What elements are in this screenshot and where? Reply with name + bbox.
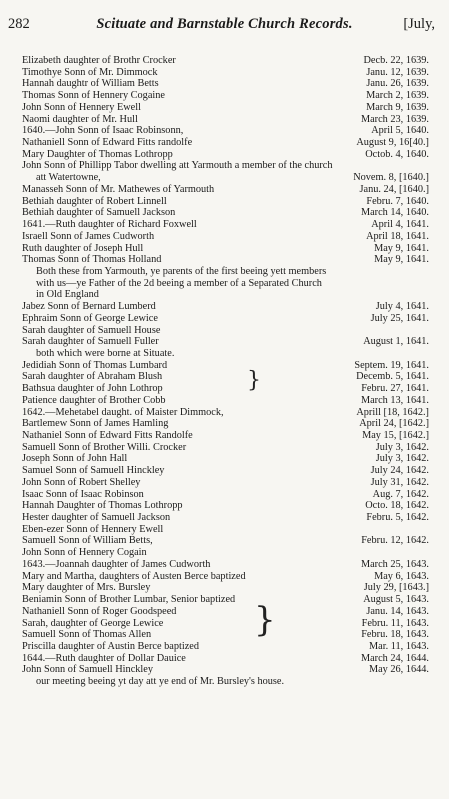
record-date: Aprill [18, 1642.] [356, 406, 429, 418]
record-date: Febru. 12, 1642. [361, 535, 429, 547]
record-name: our meeting beeing yt day att ye end of Mr. Bursley's house. [36, 676, 285, 688]
record-row [0, 266, 449, 278]
record-row [0, 301, 449, 313]
record-date: July 4, 1641. [375, 301, 429, 313]
record-name: both which were borne at Situate. [36, 347, 175, 359]
record-name: Mary and Martha, daughters of Austen Berce baptized [22, 570, 246, 582]
record-date: May 9, 1641. [374, 254, 429, 266]
record-row [0, 336, 449, 348]
record-date: Janu. 24, [1640.] [359, 183, 429, 195]
record-date: Febru. 18, 1643. [361, 629, 429, 641]
record-name: Elizabeth daughter of Brothr Crocker [22, 55, 176, 66]
record-date: April 5, 1640. [371, 125, 429, 137]
record-row [0, 325, 449, 337]
record-row [0, 371, 449, 383]
record-name: att Watertowne, [36, 172, 101, 184]
record-row [0, 313, 449, 325]
record-name: Nathaniell Sonn of Edward Fitts randolfe [22, 137, 193, 149]
record-name: Jedidiah Sonn of Thomas Lumbard [22, 359, 168, 371]
record-date: March 13, 1641. [360, 394, 429, 406]
record-date: Septem. 19, 1641. [354, 359, 429, 371]
record-name: Thomas Sonn of Hennery Cogaine [22, 90, 165, 102]
record-date: August 1, 1641. [363, 336, 429, 348]
record-name: Sarah, daughter of George Lewice [22, 617, 164, 629]
record-date: Febru. 7, 1640. [366, 195, 429, 207]
record-date: April 18, 1641. [366, 230, 429, 242]
record-name: Beniamin Sonn of Brother Lumbar, Senior baptized [22, 594, 236, 606]
record-row [0, 90, 449, 102]
record-date: Janu. 14, 1643. [366, 605, 429, 617]
record-row [0, 137, 449, 149]
record-row [0, 676, 449, 688]
record-name: 1640.—John Sonn of Isaac Robinsonn, [22, 125, 184, 137]
record-row [0, 207, 449, 219]
record-name: 1642.—Mehetabel daught. of Maister Dimmock, [22, 406, 224, 418]
record-row [0, 67, 449, 79]
record-row [0, 114, 449, 126]
brace-1642: } [254, 600, 276, 640]
record-date: Novem. 8, [1640.] [353, 172, 429, 184]
record-date: March 24, 1644. [360, 652, 429, 664]
record-date: May 26, 1644. [368, 664, 429, 676]
record-name: Samuell Sonn of William Betts, [22, 535, 153, 547]
record-row [0, 524, 449, 536]
record-date: Octob. 4, 1640. [365, 148, 429, 160]
record-name: Thomas Sonn of Thomas Holland [22, 254, 162, 266]
record-date: Decemb. 5, 1641. [356, 371, 429, 383]
record-name: 1644.—Ruth daughter of Dollar Dauice [22, 652, 186, 664]
record-row [0, 606, 449, 618]
record-row [0, 278, 449, 290]
record-date: March 9, 1639. [366, 101, 429, 113]
record-row [0, 512, 449, 524]
record-row [0, 500, 449, 512]
record-row [0, 160, 449, 172]
record-row [0, 243, 449, 255]
record-date: Febru. 27, 1641. [361, 383, 429, 395]
record-row [0, 641, 449, 653]
record-date: Febru. 11, 1643. [361, 617, 429, 629]
record-date: July 29, [1643.] [363, 582, 429, 594]
record-row [0, 55, 449, 67]
record-name: Mary daughter of Mrs. Bursley [22, 582, 151, 594]
record-row [0, 442, 449, 454]
record-name: Ephraim Sonn of George Lewice [22, 312, 158, 324]
record-row [0, 430, 449, 442]
record-row [0, 547, 449, 559]
record-date: July 24, 1642. [370, 465, 429, 477]
record-row [0, 489, 449, 501]
record-name: Samuell Sonn of Brother Willi. Crocker [22, 441, 187, 453]
record-date: August 9, 16[40.] [356, 137, 429, 149]
record-name: John Sonn of Hennery Cogain [22, 547, 147, 559]
record-row [0, 582, 449, 594]
record-date: Febru. 5, 1642. [366, 512, 429, 524]
page-header [0, 16, 449, 36]
record-name: Hester daughter of Samuell Jackson [22, 512, 171, 524]
record-name: Timothye Sonn of Mr. Dimmock [22, 66, 158, 78]
record-name: Ruth daughter of Joseph Hull [22, 242, 144, 254]
record-row [0, 184, 449, 196]
record-name: 1641.—Ruth daughter of Richard Foxwell [22, 219, 197, 231]
record-date: April 24, [1642.] [359, 418, 429, 430]
record-row [0, 629, 449, 641]
record-date: May 6, 1643. [374, 570, 429, 582]
record-name: John Sonn of Samuell Hinckley [22, 664, 153, 676]
record-name: Naomi daughter of Mr. Hull [22, 113, 138, 125]
record-date: Janu. 12, 1639. [366, 66, 429, 78]
record-date: May 15, [1642.] [362, 430, 429, 441]
record-row [0, 219, 449, 231]
record-row [0, 407, 449, 419]
record-name: Bethiah daughter of Samuell Jackson [22, 207, 176, 219]
record-name: Mary Daughter of Thomas Lothropp [22, 148, 173, 160]
record-date: May 9, 1641. [374, 242, 429, 254]
record-row [0, 172, 449, 184]
record-row [0, 348, 449, 360]
record-name: Samuel Sonn of Samuell Hinckley [22, 465, 165, 477]
record-row [0, 78, 449, 90]
record-name: John Sonn of Phillipp Tabor dwelling att Yarmouth a member of the church [22, 160, 333, 172]
record-name: Sarah daughter of Abraham Blush [22, 371, 163, 383]
record-name: John Sonn of Robert Shelley [22, 476, 141, 488]
record-date: July 3, 1642. [375, 453, 429, 465]
record-row [0, 535, 449, 547]
record-row [0, 594, 449, 606]
record-row [0, 289, 449, 301]
record-row [0, 465, 449, 477]
record-name: Samuell Sonn of Thomas Allen [22, 629, 152, 641]
record-name: with us—ye Father of the 2d beeing a member of a Separated Church [36, 277, 322, 289]
page-number: 282 [8, 16, 30, 32]
record-name: Jabez Sonn of Bernard Lumberd [22, 301, 156, 313]
record-row [0, 383, 449, 395]
record-date: Octo. 18, 1642. [365, 500, 429, 512]
record-row [0, 618, 449, 630]
record-row [0, 125, 449, 137]
record-name: Hannah Daughter of Thomas Lothropp [22, 500, 183, 512]
record-name: Both these from Yarmouth, ye parents of the first beeing yett members [36, 265, 327, 277]
record-date: July 25, 1641. [370, 312, 429, 324]
record-row [0, 196, 449, 208]
record-date: Aug. 7, 1642. [372, 488, 429, 500]
record-date: Decb. 22, 1639. [363, 55, 429, 66]
record-row [0, 231, 449, 243]
record-name: Bethiah daughter of Robert Linnell [22, 195, 167, 207]
record-date: March 14, 1640. [360, 207, 429, 219]
record-name: Nathaniel Sonn of Edward Fitts Randolfe [22, 430, 193, 441]
running-month: [July, [403, 16, 435, 32]
record-name: Bathsua daughter of John Lothrop [22, 383, 163, 395]
record-name: Sarah daughter of Samuell Fuller [22, 336, 159, 348]
record-row [0, 254, 449, 266]
brace-1641: } [247, 368, 261, 393]
running-title: Scituate and Barnstable Church Records. [96, 16, 353, 32]
record-row [0, 418, 449, 430]
record-name: Israell Sonn of James Cudworth [22, 230, 155, 242]
record-date: August 5, 1643. [363, 594, 429, 606]
record-name: Sarah daughter of Samuell House [22, 324, 161, 336]
record-name: in Old England [36, 289, 99, 301]
record-row [0, 653, 449, 665]
record-name: Joseph Sonn of John Hall [22, 453, 128, 465]
record-name: Manasseh Sonn of Mr. Mathewes of Yarmouth [22, 183, 215, 195]
record-name: Priscilla daughter of Austin Berce baptized [22, 640, 199, 652]
record-date: Mar. 11, 1643. [369, 640, 429, 652]
record-date: April 4, 1641. [371, 219, 429, 231]
record-date: July 31, 1642. [370, 476, 429, 488]
record-date: March 2, 1639. [366, 90, 429, 102]
record-name: Eben-ezer Sonn of Hennery Ewell [22, 523, 164, 535]
record-row [0, 149, 449, 161]
record-date: July 3, 1642. [375, 441, 429, 453]
record-name: Patience daughter of Brother Cobb [22, 394, 166, 406]
record-row [0, 559, 449, 571]
record-row [0, 571, 449, 583]
record-name: Nathaniell Sonn of Roger Goodspeed [22, 605, 177, 617]
record-row [0, 453, 449, 465]
record-date: March 23, 1639. [360, 113, 429, 125]
record-date: Janu. 26, 1639. [366, 78, 429, 90]
record-name: John Sonn of Hennery Ewell [22, 101, 141, 113]
record-row [0, 477, 449, 489]
record-row [0, 395, 449, 407]
record-row [0, 664, 449, 676]
records-list [0, 55, 449, 688]
record-date: March 25, 1643. [360, 558, 429, 570]
record-name: Isaac Sonn of Isaac Robinson [22, 488, 144, 500]
record-name: Bartlemew Sonn of James Hamling [22, 418, 169, 430]
record-row [0, 102, 449, 114]
record-name: Hannah daughtr of William Betts [22, 78, 159, 90]
record-name: 1643.—Joannah daughter of James Cudworth [22, 558, 211, 570]
record-row [0, 360, 449, 372]
